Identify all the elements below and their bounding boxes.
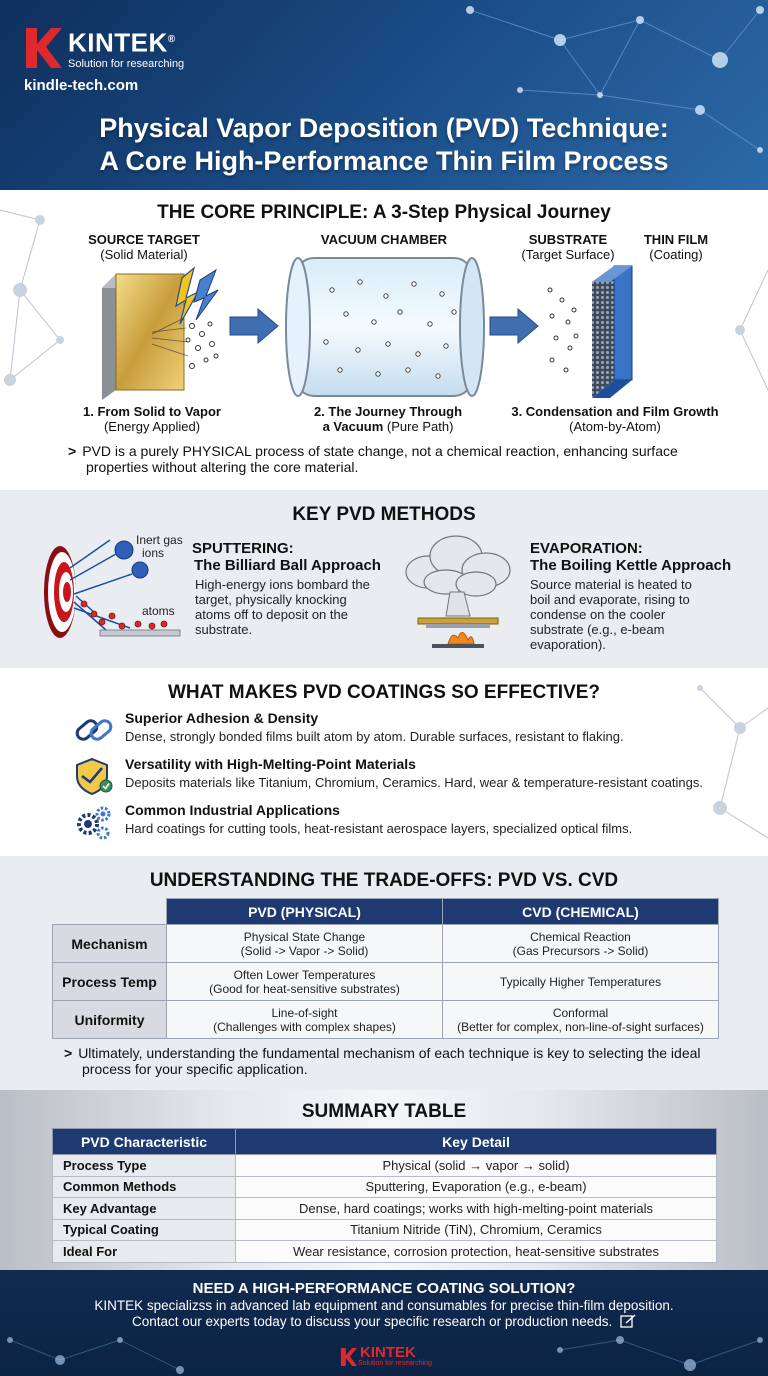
- row-header: Uniformity: [53, 1001, 167, 1039]
- table-row: [53, 925, 719, 963]
- table-row: [53, 963, 719, 1001]
- shield-check-icon: [72, 756, 116, 796]
- column-header-cvd: CVD (CHEMICAL): [443, 899, 719, 925]
- table-row: Ideal For Wear resistance, corrosion protection, heat-sensitive substrates: [53, 1241, 717, 1263]
- table-cell: Physical State Change (Solid -> Vapor -> Solid): [167, 925, 443, 963]
- step-1-caption: 1. From Solid to Vapor (Energy Applied): [83, 404, 221, 434]
- table-cell: Chemical Reaction (Gas Precursors -> Solid): [443, 925, 719, 963]
- chain-link-icon: [72, 710, 116, 750]
- step-2-caption: 2. The Journey Through a Vacuum (Pure Path): [313, 404, 463, 434]
- footer-kintek-logo[interactable]: KINTEK Solution for researching: [340, 1346, 432, 1367]
- table-row: [53, 1001, 719, 1039]
- kintek-k-icon: [24, 26, 64, 70]
- column-header-detail: Key Detail: [236, 1129, 717, 1155]
- footer-cta: [0, 1270, 768, 1376]
- page-title: Physical Vapor Deposition (PVD) Technique: A Core High-Performance Thin Film Process: [99, 113, 669, 176]
- row-header: Process Temp: [53, 963, 167, 1001]
- core-principle-section: [0, 190, 768, 490]
- principle-note: > PVD is a purely PHYSICAL process of state change, not a chemical reaction, enhancing surface properties without altering the core material.: [68, 443, 678, 475]
- summary-section: [0, 1090, 768, 1270]
- substrate-label: SUBSTRATE (Target Surface): [521, 232, 615, 262]
- chevron-right-icon: >: [64, 1045, 73, 1061]
- vacuum-chamber-label: VACUUM CHAMBER: [320, 232, 448, 247]
- core-principle-title: THE CORE PRINCIPLE: A 3-Step Physical Journey: [157, 202, 611, 223]
- step-3-caption: 3. Condensation and Film Growth (Atom-by-Atom): [511, 404, 719, 434]
- feature-applications: Common Industrial Applications Hard coatings for cutting tools, heat-resistant aerospace layers, specialized optical films.: [72, 802, 752, 842]
- inert-gas-ions-label: Inert gas ions: [136, 533, 183, 560]
- gears-icon: [72, 802, 116, 842]
- summary-table: [52, 1128, 717, 1263]
- vacuum-chamber-illustration: [282, 252, 488, 402]
- substrate-film-illustration: [540, 260, 680, 404]
- evaporation-heading: EVAPORATION: The Boiling Kettle Approach: [530, 540, 732, 574]
- website-link[interactable]: kindle-tech.com: [24, 77, 139, 94]
- source-target-illustration: [88, 262, 228, 402]
- table-row: Key Advantage Dense, hard coatings; works with high-melting-point materials: [53, 1198, 717, 1220]
- table-cell: Often Lower Temperatures (Good for heat-sensitive substrates): [167, 963, 443, 1001]
- source-target-label: SOURCE TARGET (Solid Material): [88, 232, 200, 262]
- logo-name: KINTEK®: [68, 27, 176, 58]
- cta-description: KINTEK specializss in advanced lab equipment and consumables for precise thin-film deposition. Contact our experts today to discuss your specific research or production needs.: [94, 1298, 674, 1329]
- tradeoffs-section: [0, 856, 768, 1090]
- flow-arrow-icon: [228, 308, 280, 344]
- flow-arrow-icon: [488, 308, 540, 344]
- column-header-pvd: PVD (PHYSICAL): [167, 899, 443, 925]
- logo-tagline: Solution for researching: [68, 57, 185, 70]
- feature-versatility: Versatility with High-Melting-Point Materials Deposits materials like Titanium, Chromium, Ceramics. Hard, wear & temperature-resistant coatings.: [72, 756, 752, 796]
- key-methods-title: KEY PVD METHODS: [292, 504, 476, 525]
- table-row: Common Methods Sputtering, Evaporation (e.g., e-beam): [53, 1176, 717, 1198]
- table-row: Typical Coating Titanium Nitride (TiN), Chromium, Ceramics: [53, 1219, 717, 1241]
- sputtering-heading: SPUTTERING: The Billiard Ball Approach: [192, 540, 381, 574]
- evaporation-description: Source material is heated to boil and evaporate, rising to condense on the cooler substrate (e.g., e-beam evaporation).: [530, 577, 692, 652]
- summary-title: SUMMARY TABLE: [301, 1101, 467, 1122]
- table-cell: Typically Higher Temperatures: [443, 963, 719, 1001]
- column-header-characteristic: PVD Characteristic: [53, 1129, 236, 1155]
- kintek-k-icon: [340, 1347, 358, 1367]
- tradeoffs-title: UNDERSTANDING THE TRADE-OFFS: PVD VS. CVD: [149, 870, 619, 891]
- effectiveness-section: [0, 668, 768, 856]
- table-row: Process Type Physical (solid → vapor → solid): [53, 1155, 717, 1177]
- table-cell: Line-of-sight (Challenges with complex shapes): [167, 1001, 443, 1039]
- table-cell: Conformal (Better for complex, non-line-of-sight surfaces): [443, 1001, 719, 1039]
- effectiveness-title: WHAT MAKES PVD COATINGS SO EFFECTIVE?: [167, 682, 601, 703]
- evaporation-illustration: [398, 526, 518, 656]
- row-header: Mechanism: [53, 925, 167, 963]
- pvd-cvd-comparison-table: [52, 898, 719, 1039]
- edit-note-icon[interactable]: [620, 1314, 636, 1328]
- chevron-right-icon: >: [68, 443, 77, 459]
- thin-film-label: THIN FILM (Coating): [643, 232, 709, 262]
- atoms-label: atoms: [142, 604, 175, 618]
- sputtering-description: High-energy ions bombard the target, physically knocking atoms off to deposit on the substrate.: [195, 577, 370, 637]
- tradeoffs-note: > Ultimately, understanding the fundamental mechanism of each technique is key to selecting the ideal process for your specific application.: [64, 1045, 701, 1077]
- cta-title: NEED A HIGH-PERFORMANCE COATING SOLUTION?: [192, 1280, 576, 1297]
- header-banner: [0, 0, 768, 190]
- feature-adhesion: Superior Adhesion & Density Dense, strongly bonded films built atom by atom. Durable surfaces, resistant to flaking.: [72, 710, 752, 750]
- key-methods-section: [0, 490, 768, 668]
- kintek-logo[interactable]: [24, 26, 184, 70]
